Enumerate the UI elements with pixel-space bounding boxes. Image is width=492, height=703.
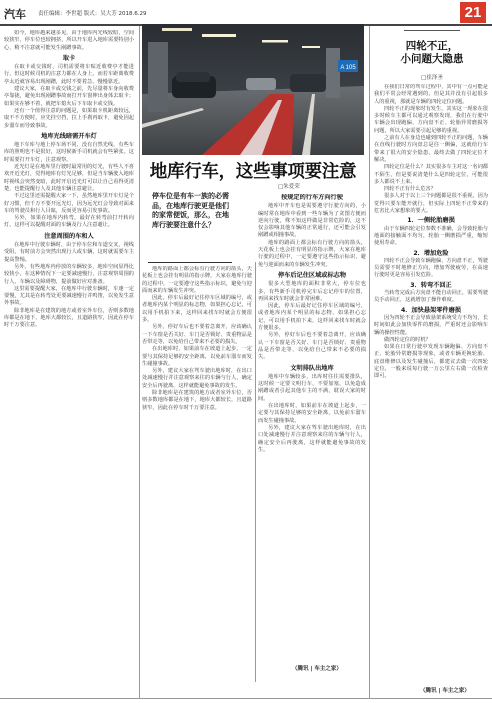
paragraph: 另外，建议大家在驾车驶出地库时，在出口处减速慢行并注意观察来往的车辆与行人，确定安全后再驶离，这样就能避免事故的发生。 — [142, 368, 252, 389]
paragraph: 除非地库是在建筑的地方或者室外车位，否则多数地库都是在地下，地库大都较长，且道路狭窄，因此在停车时千万要注意。 — [142, 390, 252, 411]
subheading: 2．增加危险 — [413, 249, 449, 257]
parking-garage-photo — [142, 24, 364, 155]
paragraph: 在出地库时，如果前车在坡道上起步，一定要与其保持足够的安全距离，以免前车溜车而发生碰撞事故。 — [258, 403, 366, 424]
column-divider — [369, 26, 370, 698]
page-number-badge: 21 — [460, 2, 486, 23]
side-article-byline: □崔泽圣 — [421, 75, 443, 81]
paragraph: 很多人对于以上三个问题都是很不重视，因为觉得只要车能开就行，但实际上四轮不正带来的危害比大家想象的要大。 — [374, 193, 488, 215]
section-name: 汽车 — [4, 8, 26, 21]
column-divider — [255, 262, 256, 682]
subheading: 文明排队出地库 — [290, 364, 334, 372]
side-title-ornament — [404, 30, 460, 31]
paragraph: 四轮定位是什么？其实很多车主对这一名词都不陌生，但是要说清楚什么是四轮定位，可能很多人都说不上来。 — [374, 164, 488, 185]
paragraph: 在我们日常的驾车过程中，其中有一点可能是我们平常会经常遇到的，但是其并没有引起很多人的重视，那就是车辆的四轮定位问题。 — [374, 84, 488, 105]
article-column-1 — [4, 30, 134, 694]
paragraph: 很多大型地库的面积非常大，停车位也多，有些新手司机停完车后忘记停车的位置，再回来找车时就会非常困难。 — [258, 281, 366, 302]
paragraph: 在出地库时，如果前车在坡道上起步，一定要与其保持足够的安全距离，以免前车溜车而发生碰撞事故。 — [142, 346, 252, 367]
paragraph: 不过这里还需提醒大家一下，虽然地库里开车灯是个好习惯，但千万不要开远光灯，因为远光灯会导致对面来车的驾驶员和行人目眩，反而更容易引发事故。 — [4, 193, 134, 214]
side-article-source: （腾讯 | 车主之家） — [420, 688, 470, 694]
article-column-2 — [258, 194, 366, 660]
editor-credits: 责任编辑：李世超 版式：吴大芳 2018.6.29 — [38, 11, 147, 17]
paragraph: 地库的路面上都会标有行驶方向的箭头，天花板上也会挂有明显的指示牌，大家在地库行驶的过程中，一定要遵守这些指示标识，避免与迎面而来的车辆发生冲突。 — [258, 239, 366, 268]
side-article-title — [374, 40, 490, 66]
paragraph: 另外，如果在地库内转弯，最好在转弯前打开转向灯，这样可以提醒对面的车辆及行人注意避让。 — [4, 215, 134, 229]
paragraph: 因此，停车后最好记住停车区域的编号，或者地库内某个明显的标志物，如果担心忘记，可以用手机拍下来，这样回来找车时就会方便很多。 — [142, 295, 252, 324]
article-title: 地库行车，这些事项要注意 — [149, 162, 357, 182]
parking-sign-text: A 105 — [340, 65, 356, 71]
paragraph: 做四轮定位的时机？ — [384, 336, 431, 343]
paragraph: 建议大家，在取卡或交钱之前，先尽量将车身向收费亭靠拢，避免出现剐蹭事故而打开车窗伸出身体去取卡；如果实在够不着，就把车熄火后下车取卡或交钱。 — [4, 86, 134, 107]
paragraph: 近光灯是在地库里行驶时最常用的灯光，有些人不喜欢开近光灯，觉得地库有灯光足够，但是当车辆驶入地库时视线会突然变暗，此时开启近光灯可以让自己看得更清楚，也能提醒行人及其他车辆注意避让。 — [4, 164, 134, 192]
paragraph: 地库中车辆较多，出库时往往需要排队，这时候一定要文明行车，不要加塞，以免造成剐蹭或者引起其他车主的不满，耽误大家的时间。 — [258, 373, 366, 402]
paragraph: 由于车辆四轮定位参数不准确，会导致轮胎与地面的接触面不均匀，轮胎一侧磨损严重，缩短使用寿命。 — [374, 225, 488, 247]
paragraph: 这里需要提醒大家，在地库中行驶车辆时，车速一定要慢，尤其是在转弯处更要减速慢行并鸣笛，以免发生意外事故。 — [4, 285, 134, 307]
article-byline: □朱爱荣 — [278, 184, 300, 190]
article-column-1b — [142, 266, 252, 676]
paragraph: 四轮不正的现象时有发生，其实这一现象在很多时候车主都可以通过观察发现，我们在行驶中车辆会出现跑偏、方向盘不正、轮胎异常磨损等问题，所以大家需要引起足够的重视。 — [374, 105, 488, 134]
paragraph: 四轮不正会导致车辆跑偏、方向盘不正，驾驶员需要不时地修正方向，增加驾驶疲劳，在高速行驶时更是容易引发危险。 — [374, 257, 488, 279]
paragraph: 在地库中行驶车辆时，由于停车位和车道交叉，视线受阻，有时前方会突然出现行人或车辆，这时就需要车主提高警惕。 — [4, 242, 134, 263]
paragraph: 如果在日常行驶中发现车辆跑偏、方向盘不正、轮胎异常磨损等现象，或者车辆更换轮胎、底盘维修以及发生碰撞后，都建议去做一次四轮定位，一般来说每行驶一万公里左右做一次检查即可。 — [374, 344, 488, 380]
column-divider — [139, 26, 140, 698]
subheading: 4．加快悬架零件磨损 — [401, 306, 461, 314]
paragraph: 因此，停车后最好记住停车区域的编号，或者地库内某个明显的标志物，如果担心忘记，可以用手机拍下来，这样回来找车时就会方便很多。 — [258, 303, 366, 332]
subheading: 取卡 — [62, 54, 76, 62]
paragraph: 另外，建议大家在驾车驶出地库时，在出口处减速慢行并注意观察来往的车辆与行人，确定安全后再驶离，这样就能避免事故的发生。 — [258, 424, 366, 453]
paragraph: 如今，地库越来越多见，由于地库内光线较暗，空间较狭窄，停车位也较拥挤，所以开车进入地库需要特别小心，稍不注意就可能发生剐蹭事故。 — [4, 30, 134, 51]
subheading: 地库光线暗需开车灯 — [41, 132, 97, 140]
paragraph: 当转弯完成后方向盘不能自动回正，需要驾驶员手动回正，这就增加了操作难度。 — [374, 290, 488, 304]
pull-quote: 停车位是有车一族的必需品，在地库行驶更是他们的家常便饭，那么，在地库行驶要注意什么？ — [152, 192, 229, 229]
paragraph: 地库的路面上都会标有行驶方向的箭头，天花板上也会挂有明显的指示牌，大家在地库行驶的过程中，一定要遵守这些指示标识，避免与迎面而来的车辆发生冲突。 — [142, 266, 252, 294]
page-header — [0, 0, 492, 26]
subheading: 按规定的行车方向行驶 — [281, 194, 343, 201]
paragraph: 另外，停好车后也不要着急离开，应该确认一下车窗是否关好、车门是否锁好、贵重物品是否带走等，以免给自己带来不必要的损失。 — [142, 324, 252, 345]
article-source: （腾讯 | 车主之家） — [292, 666, 342, 672]
paragraph: 还有一个值得注意的问题是，如果取卡机距离较远，取不不方便时，应先挂空挡，拉上手刹再取卡，避免因起步溜车而导致事故。 — [4, 107, 134, 129]
paragraph: 另外，有些地库内停放的车辆较多，地库空间显得比较狭小，在这种情况下一定要减速慢行，注意观察周围的行人、车辆以及障碍物，提前做好应对准备。 — [4, 263, 134, 285]
paragraph: 在取卡或交钱时，司机需要将车贴近收费亭才能进行，但这时候司机的注意力都在人身上，而若车距离收费亭太近就容易出现剐蹭，此时不要着急，慢慢靠近。 — [4, 64, 134, 85]
side-title-line-2: 小问题大隐患 — [400, 53, 464, 65]
paragraph: 地下车库与地上停车场不同，没有自然光线，有些车库的照明也不是很好，这时候新手司机就会有些紧张。这时需要打开车灯，注意观察。 — [4, 142, 134, 163]
subheading: 注意周围的车和人 — [44, 232, 94, 240]
side-article-body — [374, 84, 488, 680]
paragraph: 另外，停好车后也不要着急离开，应该确认一下车窗是否关好、车门是否锁好、贵重物品是否带走等，以免给自己带来不必要的损失。 — [258, 332, 366, 361]
paragraph: 因为四轮不正会导致悬架系统受力不均匀，长时间如此会加快零件的磨损，严重时还会影响车辆的操控性能。 — [374, 314, 488, 336]
side-title-line-1: 四轮不正， — [405, 40, 459, 52]
pull-quote-rule — [148, 262, 232, 263]
paragraph: 地库中开车也是需要遵守行驶方向的，小编时常在地库中看到一些车辆为了贪图方便而逆向行驶，殊不知这样做是非常危险的，这不仅会影响其他车辆的正常通行，还可能会引发剐蹭或相撞事故。 — [258, 203, 366, 239]
paragraph: 之前有人在身边也碰到四轮不正的问题，车辆在直线行驶时方向盘总是往一侧偏，这就给行车带来了很大的安全隐患，最终去做了四轮定位才解决。 — [374, 135, 488, 163]
subheading: 3．转弯不回正 — [410, 281, 452, 289]
subheading: 1．一侧轮胎磨损 — [407, 217, 455, 225]
bottom-rule — [0, 698, 492, 699]
paragraph: 四轮不正有什么危害？ — [384, 186, 436, 193]
subheading: 停车后记住区域或标志物 — [277, 271, 347, 279]
paragraph: 除非地库是在建筑的地方或者室外车位，否则多数地库都是在地下，地库大都较长，且道路狭窄，因此在停车时千万要注意。 — [4, 307, 134, 329]
